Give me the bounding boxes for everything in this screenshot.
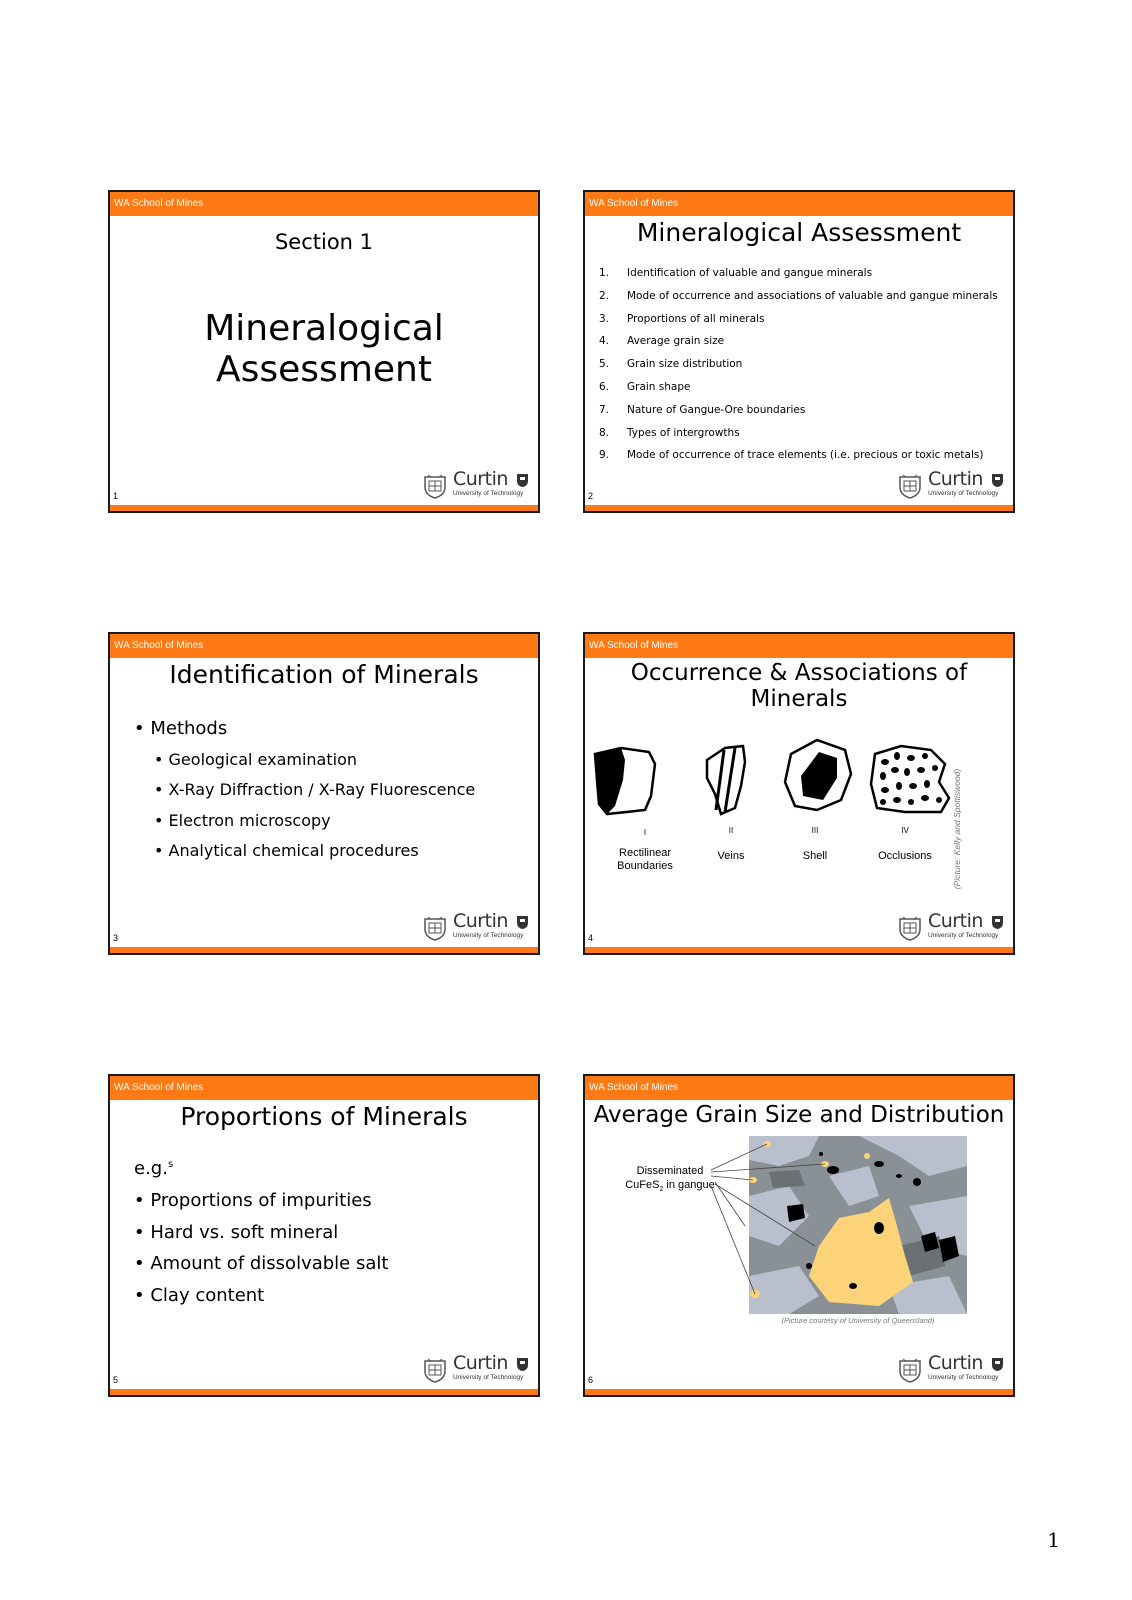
- crest-icon: [897, 473, 923, 499]
- slide-number: 1: [113, 491, 119, 501]
- shield-icon: [991, 1357, 1004, 1372]
- curtin-logo: [422, 1352, 530, 1385]
- list-item-text: Proportions of all minerals: [627, 312, 765, 325]
- bullet-text: Proportions of impurities: [150, 1190, 372, 1211]
- sub-bullet-item: [154, 750, 475, 780]
- slide-title: Identification of Minerals: [169, 660, 479, 689]
- figure-label-i: [597, 826, 693, 873]
- curtin-logo: [422, 468, 530, 501]
- slide-3: [108, 632, 540, 955]
- crest-icon: [897, 1357, 923, 1383]
- list-item: [599, 403, 1011, 426]
- label-leader-lines: [585, 1076, 1015, 1397]
- footer-bar: [110, 1389, 538, 1395]
- shield-icon: [516, 473, 529, 488]
- bullet-icon: •: [134, 1221, 151, 1243]
- list-item-text: Grain size distribution: [627, 358, 743, 371]
- curtin-logo: [422, 910, 530, 943]
- footer-bar: [585, 1389, 1013, 1395]
- slide-5: [108, 1074, 540, 1397]
- bullet-icon: •: [134, 1285, 151, 1307]
- caption: Shell: [802, 850, 828, 862]
- list-item: [599, 334, 1011, 357]
- slide-title: Proportions of Minerals: [180, 1102, 468, 1131]
- curtin-logo: [897, 910, 1005, 943]
- slide-header: WA School of Mines: [110, 1076, 538, 1100]
- logo-wordmark: Curtin: [928, 910, 983, 932]
- bullet-item: [134, 1190, 388, 1222]
- rectilinear-particle-figure: [595, 748, 655, 814]
- slide-header: WA School of Mines: [110, 192, 538, 216]
- bullet-icon: •: [154, 840, 169, 860]
- sub-bullet-item: [154, 811, 475, 841]
- eg-label: e.g.$^s$: [134, 1158, 174, 1179]
- sub-bullet-text: Electron microscopy: [168, 810, 331, 830]
- logo-tagline: University of Technology: [453, 490, 524, 497]
- logo-tagline: University of Technology: [928, 1374, 999, 1381]
- list-item-text: Mode of occurrence of trace elements (i.e. precious or toxic metals): [627, 449, 984, 462]
- slide-number: 5: [113, 1375, 119, 1385]
- picture-credit: (Picture: Kelly and Spottiswood): [952, 768, 962, 890]
- slide-6: [583, 1074, 1015, 1397]
- bullet-text: Amount of dissolvable salt: [150, 1253, 389, 1275]
- footer-bar: [110, 947, 538, 953]
- bullet-item: [134, 1285, 388, 1317]
- slide-number: 2: [588, 491, 594, 501]
- slide-2: [583, 190, 1015, 513]
- bullet-item: [134, 1222, 388, 1254]
- occlusions-particle-figure: [871, 746, 949, 812]
- logo-wordmark: Curtin: [928, 468, 983, 490]
- bullet-text: Hard vs. soft mineral: [150, 1221, 339, 1243]
- logo-wordmark: Curtin: [453, 1352, 508, 1374]
- page-number: 1: [1047, 1528, 1060, 1552]
- bullet-item: [134, 1253, 388, 1285]
- logo-tagline: University of Technology: [928, 932, 999, 939]
- list-item: [599, 289, 1011, 312]
- crest-icon: [422, 915, 448, 941]
- shell-particle-figure: [785, 740, 851, 810]
- caption: Occlusions: [878, 850, 932, 862]
- bullet-icon: •: [154, 750, 169, 769]
- list-item-number: 7.: [599, 403, 610, 416]
- roman-numeral: IV: [901, 826, 909, 835]
- footer-bar: [110, 505, 538, 511]
- shield-icon: [516, 915, 529, 930]
- sub-bullet-text: X-Ray Diffraction / X-Ray Fluorescence: [168, 780, 476, 800]
- list-item-text: Types of intergrowths: [627, 426, 740, 439]
- curtin-logo: [897, 1352, 1005, 1385]
- list-item: [599, 266, 1011, 289]
- slide-number: 3: [113, 933, 119, 943]
- crest-icon: [422, 1357, 448, 1383]
- list-item-text: Mode of occurrence and associations of valuable and gangue minerals: [627, 289, 998, 302]
- slide-1: [108, 190, 540, 513]
- shield-icon: [991, 473, 1004, 488]
- logo-wordmark: Curtin: [453, 468, 508, 490]
- bullet-icon: •: [134, 1253, 151, 1275]
- list-item-number: 2.: [599, 289, 610, 302]
- slide-title: Occurrence & Associations of Minerals: [630, 660, 968, 712]
- bullet-text: Clay content: [150, 1285, 265, 1307]
- logo-wordmark: Curtin: [453, 910, 508, 932]
- roman-numeral: III: [811, 826, 819, 835]
- bullet-icon: •: [134, 1190, 151, 1211]
- slide-title: Mineralogical Assessment: [204, 308, 444, 390]
- list-item-number: 4.: [599, 335, 610, 348]
- curtin-logo: [897, 468, 1005, 501]
- section-label: Section 1: [274, 230, 374, 254]
- slide-header: WA School of Mines: [585, 634, 1013, 658]
- slide-number: 4: [588, 933, 594, 943]
- list-item-number: 6.: [599, 380, 610, 393]
- slide-header: WA School of Mines: [585, 1076, 1013, 1100]
- list-item-number: 3.: [599, 312, 610, 325]
- logo-tagline: University of Technology: [453, 932, 524, 939]
- list-item-text: Identification of valuable and gangue minerals: [627, 267, 873, 279]
- crest-icon: [422, 473, 448, 499]
- figure-label-ii: [691, 826, 771, 862]
- sub-bullet-item: [154, 780, 475, 810]
- caption: Rectilinear Boundaries: [617, 847, 673, 872]
- slide-header: WA School of Mines: [585, 192, 1013, 216]
- logo-tagline: University of Technology: [928, 490, 999, 497]
- slide-4: [583, 632, 1015, 955]
- bullet-list: [134, 1190, 388, 1317]
- sub-bullet-item: [154, 841, 475, 871]
- list-item: [599, 312, 1011, 335]
- roman-numeral: I: [643, 828, 647, 837]
- bullet-icon: •: [154, 810, 169, 830]
- logo-wordmark: Curtin: [928, 1352, 983, 1374]
- caption: Veins: [717, 850, 745, 862]
- veins-particle-figure: [707, 746, 745, 814]
- crest-icon: [897, 915, 923, 941]
- shield-icon: [991, 915, 1004, 930]
- slide-title: Mineralogical Assessment: [636, 218, 962, 247]
- sub-bullet-list: [154, 750, 475, 871]
- picture-credit: (Picture courtesy of University of Queensland): [781, 1316, 935, 1325]
- bullet-icon: •: [154, 780, 169, 800]
- figure-label-iv: [865, 826, 945, 862]
- roman-numeral: II: [728, 826, 734, 835]
- slide-header: WA School of Mines: [110, 634, 538, 658]
- slide-number: 6: [588, 1375, 594, 1385]
- sub-bullet-text: Geological examination: [168, 750, 357, 769]
- footer-bar: [585, 505, 1013, 511]
- footer-bar: [585, 947, 1013, 953]
- bullet-item: [134, 718, 227, 739]
- occurrence-diagram: [585, 734, 985, 824]
- numbered-list: [599, 266, 1011, 471]
- list-item: [599, 357, 1011, 380]
- list-item-text: Average grain size: [627, 335, 725, 348]
- bullet-icon: •: [134, 718, 151, 739]
- list-item-text: Nature of Gangue-Ore boundaries: [627, 403, 806, 416]
- figure-label-iii: [775, 826, 855, 862]
- list-item: [599, 426, 1011, 449]
- micrograph-label: Disseminated CuFeS$_2$ in gangue: [625, 1165, 715, 1194]
- shield-icon: [516, 1357, 529, 1372]
- sub-bullet-text: Analytical chemical procedures: [168, 840, 419, 860]
- list-item-number: 1.: [599, 267, 610, 279]
- list-item-number: 9.: [599, 449, 610, 462]
- list-item-number: 8.: [599, 426, 610, 439]
- list-item-number: 5.: [599, 358, 610, 371]
- list-item-text: Grain shape: [627, 380, 691, 393]
- list-item: [599, 380, 1011, 403]
- slide-title: Average Grain Size and Distribution: [593, 1102, 1005, 1128]
- bullet-text: Methods: [150, 718, 228, 739]
- logo-tagline: University of Technology: [453, 1374, 524, 1381]
